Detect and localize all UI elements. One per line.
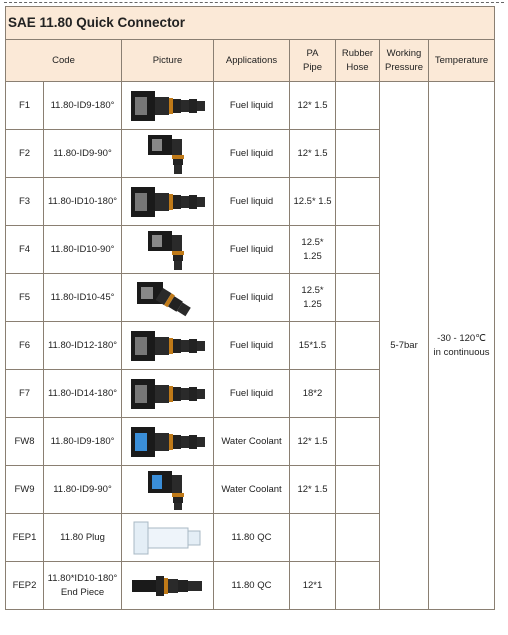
row-application: Fuel liquid xyxy=(214,178,290,226)
row-application: Fuel liquid xyxy=(214,82,290,130)
row-code: 11.80-ID9-180° xyxy=(44,418,122,466)
row-rubber-hose xyxy=(336,130,380,178)
row-pa-pipe: 12* 1.5 xyxy=(290,418,336,466)
top-dashed-rule xyxy=(4,2,504,3)
elbow-connector-icon xyxy=(146,229,190,271)
header-code: Code xyxy=(6,40,122,82)
water-elbow-connector-icon xyxy=(146,469,190,511)
header-applications: Applications xyxy=(214,40,290,82)
row-rubber-hose xyxy=(336,82,380,130)
row-code: 11.80-ID10-180° xyxy=(44,178,122,226)
row-picture xyxy=(122,418,214,466)
table-title: SAE 11.80 Quick Connector xyxy=(6,7,495,40)
end-piece-icon xyxy=(130,572,206,600)
row-id: F2 xyxy=(6,130,44,178)
straight-connector-icon xyxy=(130,184,206,220)
spec-table xyxy=(5,6,495,610)
row-id: FW8 xyxy=(6,418,44,466)
straight-connector-icon xyxy=(130,328,206,364)
row-pa-pipe: 12* 1.5 xyxy=(290,466,336,514)
row-application: Fuel liquid xyxy=(214,130,290,178)
row-application: Fuel liquid xyxy=(214,322,290,370)
row-picture xyxy=(122,562,214,610)
temperature-value: -30 - 120℃ in continuous xyxy=(429,82,495,610)
row-code: 11.80-ID10-45° xyxy=(44,274,122,322)
header-temperature: Temperature xyxy=(429,40,495,82)
row-rubber-hose xyxy=(336,466,380,514)
row-pa-pipe: 12.5* 1.25 xyxy=(290,226,336,274)
row-pa-pipe: 12.5* 1.5 xyxy=(290,178,336,226)
row-rubber-hose xyxy=(336,514,380,562)
row-code: 11.80-ID9-90° xyxy=(44,466,122,514)
row-picture xyxy=(122,130,214,178)
row-pa-pipe xyxy=(290,514,336,562)
row-picture xyxy=(122,226,214,274)
row-rubber-hose xyxy=(336,226,380,274)
row-pa-pipe: 18*2 xyxy=(290,370,336,418)
row-id: F6 xyxy=(6,322,44,370)
row-picture xyxy=(122,82,214,130)
row-rubber-hose xyxy=(336,562,380,610)
row-code: 11.80 Plug xyxy=(44,514,122,562)
row-code: 11.80*ID10-180° End Piece xyxy=(44,562,122,610)
plug-icon xyxy=(132,520,204,556)
row-id: F4 xyxy=(6,226,44,274)
row-id: F5 xyxy=(6,274,44,322)
row-pa-pipe: 12* 1.5 xyxy=(290,82,336,130)
row-id: F1 xyxy=(6,82,44,130)
row-id: F3 xyxy=(6,178,44,226)
row-application: Fuel liquid xyxy=(214,370,290,418)
row-rubber-hose xyxy=(336,274,380,322)
row-pa-pipe: 15*1.5 xyxy=(290,322,336,370)
row-code: 11.80-ID9-180° xyxy=(44,82,122,130)
angled-connector-icon xyxy=(135,278,201,318)
row-id: FEP2 xyxy=(6,562,44,610)
row-pa-pipe: 12*1 xyxy=(290,562,336,610)
table-row xyxy=(6,82,495,130)
row-picture xyxy=(122,514,214,562)
row-application: Fuel liquid xyxy=(214,274,290,322)
row-picture xyxy=(122,178,214,226)
row-rubber-hose xyxy=(336,322,380,370)
header-pa-pipe: PA Pipe xyxy=(290,40,336,82)
row-id: FW9 xyxy=(6,466,44,514)
row-picture xyxy=(122,274,214,322)
row-pa-pipe: 12* 1.5 xyxy=(290,130,336,178)
row-id: F7 xyxy=(6,370,44,418)
row-picture xyxy=(122,322,214,370)
row-picture xyxy=(122,370,214,418)
water-straight-connector-icon xyxy=(130,424,206,460)
row-application: 11.80 QC xyxy=(214,514,290,562)
row-code: 11.80-ID10-90° xyxy=(44,226,122,274)
elbow-connector-icon xyxy=(146,133,190,175)
straight-connector-icon xyxy=(130,88,206,124)
row-code: 11.80-ID9-90° xyxy=(44,130,122,178)
row-application: Water Coolant xyxy=(214,466,290,514)
row-code: 11.80-ID12-180° xyxy=(44,322,122,370)
row-application: Water Coolant xyxy=(214,418,290,466)
row-application: Fuel liquid xyxy=(214,226,290,274)
straight-connector-icon xyxy=(130,376,206,412)
working-pressure-value: 5-7bar xyxy=(380,82,429,610)
row-pa-pipe: 12.5* 1.25 xyxy=(290,274,336,322)
row-id: FEP1 xyxy=(6,514,44,562)
row-rubber-hose xyxy=(336,418,380,466)
row-rubber-hose xyxy=(336,370,380,418)
row-rubber-hose xyxy=(336,178,380,226)
header-picture: Picture xyxy=(122,40,214,82)
row-code: 11.80-ID14-180° xyxy=(44,370,122,418)
header-working-pressure: Working Pressure xyxy=(380,40,429,82)
row-application: 11.80 QC xyxy=(214,562,290,610)
row-picture xyxy=(122,466,214,514)
header-rubber-hose: Rubber Hose xyxy=(336,40,380,82)
